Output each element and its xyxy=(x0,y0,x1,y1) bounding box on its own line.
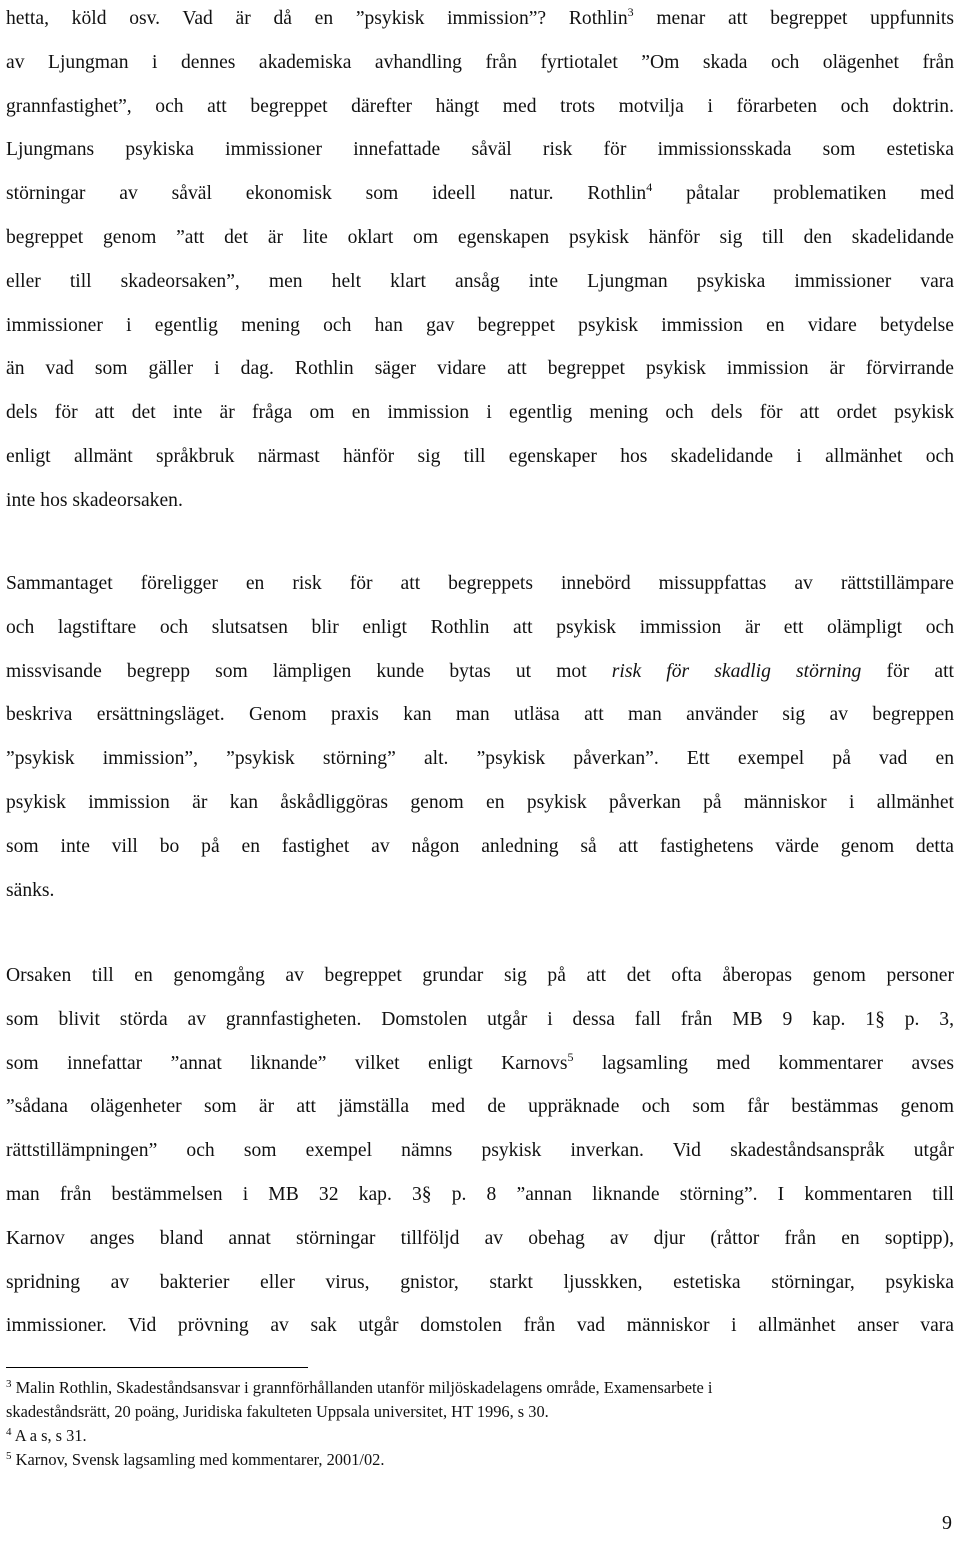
text-line: ”psykisk immission”, ”psykisk störning” alt. ”psykisk påverkan”. Ett exempel på vad en xyxy=(6,748,954,770)
text-line: Karnov anges bland annat störningar tillföljd av obehag av djur (råttor från en soptipp), xyxy=(6,1227,954,1249)
footnote-3-continued: skadeståndsrätt, 20 poäng, Juridiska fakulteten Uppsala universitet, HT 1996, s 30. xyxy=(6,1402,549,1421)
footnote-ref-4[interactable]: 4 xyxy=(646,180,653,195)
text-line: som inte vill bo på en fastighet av någon anledning så att fastighetens värde genom detta xyxy=(6,835,954,857)
text-line: Ljungmans psykiska immissioner innefattade såväl risk för immissionsskada som estetiska xyxy=(6,139,954,161)
text-line: psykisk immission är kan åskådliggöras genom en psykisk påverkan på människor i allmänhet xyxy=(6,791,954,813)
text-line: inte hos skadeorsaken. xyxy=(6,489,183,511)
text-line: dels för att det inte är fråga om en immission i egentlig mening och dels för att ordet psykisk xyxy=(6,402,954,424)
text-line: och lagstiftare och slutsatsen blir enligt Rothlin att psykisk immission är ett olämpligt och xyxy=(6,616,954,638)
text-line: som innefattar ”annat liknande” vilket enligt Karnovs$^5$ lagsamling med kommentarer avses xyxy=(6,1049,954,1074)
text-line: av Ljungman i dennes akademiska avhandling från fyrtiotalet ”Om skada och olägenhet från xyxy=(6,51,954,73)
footnote-3: $^3$ Malin Rothlin, Skadeståndsansvar i grannförhållanden utanför miljöskadelagens område, Examensarbete i xyxy=(6,1378,713,1397)
paragraph-1 xyxy=(6,0,954,523)
footnote-ref-5[interactable]: 5 xyxy=(567,1049,574,1064)
text-line: missvisande begrepp som lämpligen kunde bytas ut mot risk för skadlig störning för att xyxy=(6,660,954,682)
text-line: man från bestämmelsen i MB 32 kap. 3§ p. 8 ”annan liknande störning”. I kommentaren till xyxy=(6,1183,954,1205)
text-line: hetta, köld osv. Vad är då en ”psykisk immission”? Rothlin$^3$ menar att begreppet uppfunnits xyxy=(6,5,954,29)
text-line: Sammantaget föreligger en risk för att begreppets innebörd missuppfattas av rättstillämpare xyxy=(6,573,954,594)
text-line: immissioner. Vid prövning av sak utgår domstolen från vad människor i allmänhet anser vara xyxy=(6,1315,954,1337)
footnotes xyxy=(6,1376,954,1472)
text-line: Orsaken till en genomgång av begreppet grundar sig på att det ofta åberopas genom personer xyxy=(6,965,954,986)
footnote-4: $^4$ A a s, s 31. xyxy=(6,1426,87,1445)
document-page xyxy=(6,0,954,1545)
emphasis-term: risk för skadlig störning xyxy=(611,660,862,682)
text-line: ”sådana olägenheter som är att jämställa med de uppräknade och som får bestämmas genom xyxy=(6,1096,954,1118)
text-line: eller till skadeorsaken”, men helt klart ansåg inte Ljungman psykiska immissioner vara xyxy=(6,270,954,292)
text-line: beskriva ersättningsläget. Genom praxis kan man utläsa att man använder sig av begreppen xyxy=(6,704,954,726)
footnote-5: $^5$ Karnov, Svensk lagsamling med kommentarer, 2001/02. xyxy=(6,1450,385,1469)
text-line: spridning av bakterier eller virus, gnistor, starkt ljusskken, estetiska störningar, psykiska xyxy=(6,1271,954,1293)
text-line: än vad som gäller i dag. Rothlin säger vidare att begreppet psykisk immission är förvirrande xyxy=(6,358,954,380)
paragraph-3 xyxy=(6,954,954,1348)
text-line: begreppet genom ”att det är lite oklart om egenskapen psykisk hänför sig till den skadelidande xyxy=(6,226,954,248)
footnote-separator xyxy=(6,1367,308,1368)
text-line: sänks. xyxy=(6,879,55,901)
text-line: immissioner i egentlig mening och han gav begreppet psykisk immission en vidare betydelse xyxy=(6,314,954,336)
text-line: grannfastighet”, och att begreppet därefter hängt med trots motvilja i förarbeten och doktrin. xyxy=(6,95,954,117)
footnote-ref-3[interactable]: 3 xyxy=(627,5,634,19)
text-line: enligt allmänt språkbruk närmast hänför sig till egenskaper hos skadelidande i allmänhet och xyxy=(6,445,954,467)
page-number: 9 xyxy=(942,1512,952,1534)
text-line: rättstillämpningen” och som exempel nämns psykisk inverkan. Vid skadeståndsanspråk utgår xyxy=(6,1140,954,1162)
paragraph-2 xyxy=(6,562,954,912)
text-line: störningar av såväl ekonomisk som ideell natur. Rothlin$^4$ påtalar problematiken med xyxy=(6,180,954,205)
text-line: som blivit störda av grannfastigheten. Domstolen utgår i dessa fall från MB 9 kap. 1§ p. 3, xyxy=(6,1008,954,1030)
